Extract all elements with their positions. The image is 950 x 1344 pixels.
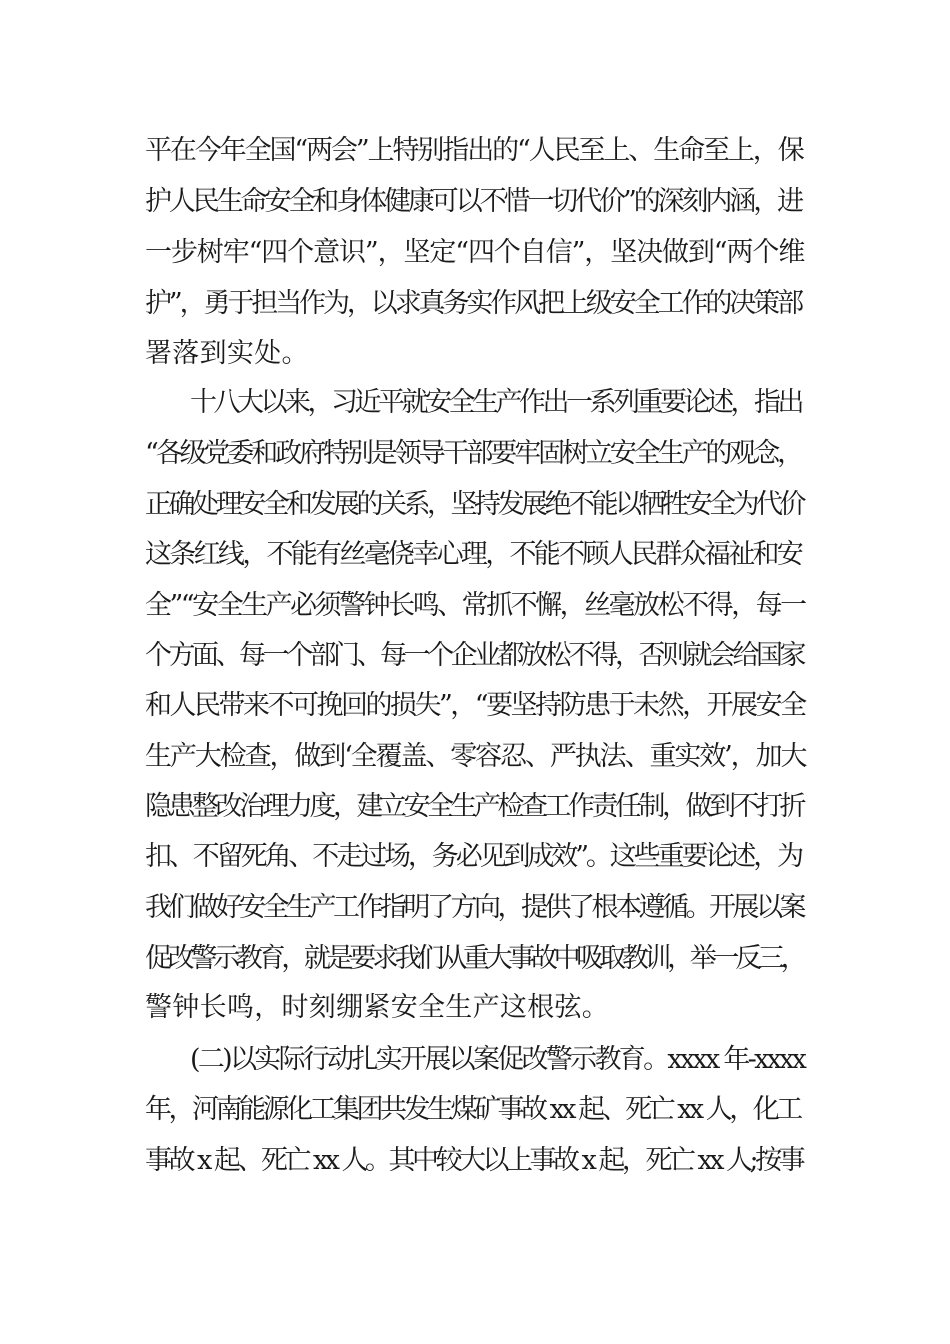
text-line: 护人民生命安全和身体健康可以不惜一切代价”的深刻内涵，进 <box>145 186 802 217</box>
section-heading-line: (二)以实际行动扎实开展以案促改警示教育。xxxx 年-xxxx <box>190 1044 805 1075</box>
text-line: 生产大检查，做到‘全覆盖、零容忍、严执法、重实效’，加大 <box>145 741 806 772</box>
paragraph-first-line: 十八大以来，习近平就安全生产作出一系列重要论述，指出 <box>190 387 801 418</box>
text-line: 正确处理安全和发展的关系，坚持发展绝不能以牺牲安全为代价 <box>145 489 803 520</box>
text-line: 平在今年全国“两会”上特别指出的“人民至上、生命至上，保 <box>145 135 803 166</box>
text-line: 这条红线，不能有丝毫侥幸心理，不能不顾人民群众福祉和安 <box>145 539 802 570</box>
text-line: 一步树牢“四个意识”，坚定“四个自信”，坚决做到“两个维 <box>145 237 805 268</box>
text-line: 事故 x 起、死亡 xx 人。其中较大以上事故 x 起，死亡 xx 人;按事 <box>145 1145 803 1176</box>
text-line: 和人民带来不可挽回的损失”，“要坚持防患于未然，开展安全 <box>145 690 805 721</box>
text-line: 个方面、每一个部门、每一个企业都放松不得，否则就会给国家 <box>145 640 803 671</box>
text-line: “各级党委和政府特别是领导干部要牢固树立安全生产的观念， <box>145 438 802 469</box>
text-line: 促改警示教育，就是要求我们从重大事故中吸取教训，举一反三， <box>145 943 804 974</box>
text-line: 警钟长鸣，时刻绷紧安全生产这根弦。 <box>145 992 610 1023</box>
text-line: 隐患整改治理力度，建立安全生产检查工作责任制，做到不打折 <box>145 791 803 822</box>
text-line: 我们做好安全生产工作指明了方向，提供了根本遵循。开展以案 <box>145 892 803 923</box>
text-line: 署落到实处。 <box>145 338 309 369</box>
text-line: 扣、不留死角、不走过场，务必见到成效”。这些重要论述，为 <box>145 841 802 872</box>
text-line: 全”“安全生产必须警钟长鸣、常抓不懈，丝毫放松不得，每一 <box>145 590 805 621</box>
text-line: 年，河南能源化工集团共发生煤矿事故 xx 起、死亡 xx 人，化工 <box>145 1094 800 1125</box>
text-line: 护”，勇于担当作为，以求真务实作风把上级安全工作的决策部 <box>145 288 802 319</box>
